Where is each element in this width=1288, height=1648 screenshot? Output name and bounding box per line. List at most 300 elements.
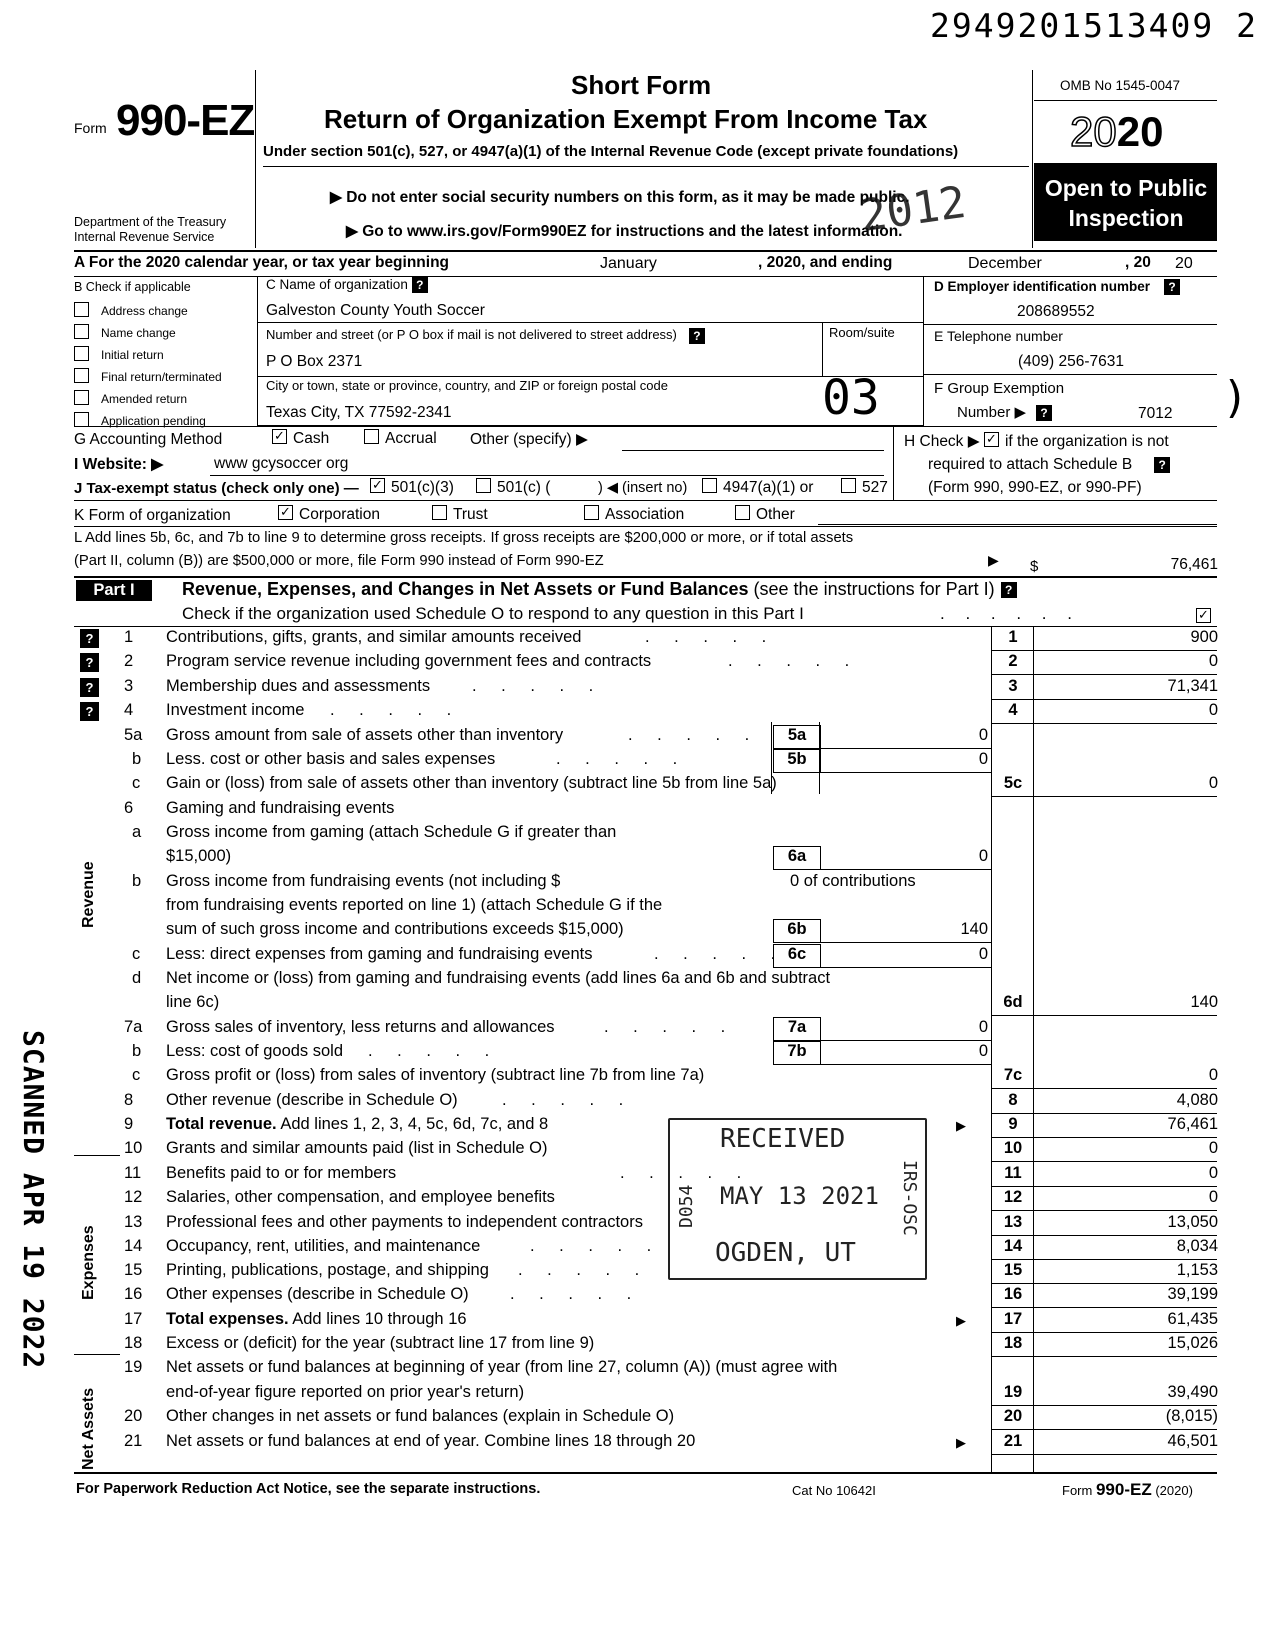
inner-line-value[interactable]: 0: [978, 847, 988, 865]
street-label-text: Number and street (or P O box if mail is not delivered to street address): [266, 327, 677, 342]
ein-value[interactable]: 208689552: [1017, 303, 1095, 320]
trust-label: Trust: [453, 506, 488, 523]
line-number: 16: [124, 1285, 143, 1303]
help-icon[interactable]: ?: [1036, 405, 1052, 421]
form-line: [0, 1358, 1288, 1382]
line-h-label-2: required to attach Schedule B: [928, 456, 1133, 473]
other-org-checkbox[interactable]: [735, 505, 750, 520]
amount-rule: [991, 650, 1217, 651]
inner-line-box: 5a: [773, 725, 821, 749]
form-line: [0, 1432, 1288, 1456]
line-number: 20: [124, 1407, 143, 1425]
form-line: [0, 799, 1288, 823]
line-number: 2: [124, 652, 134, 670]
inner-line-box: 6b: [773, 919, 821, 943]
city-label: City or town, state or province, country, and ZIP or foreign postal code: [266, 378, 668, 393]
opt-527[interactable]: [841, 479, 888, 497]
form-line: [0, 774, 1288, 798]
form-line: [0, 1237, 1288, 1261]
stamp-received: RECEIVED: [720, 1124, 846, 1154]
inner-line-value[interactable]: 0: [978, 1042, 988, 1060]
line-label: Printing, publications, postage, and shipping: [166, 1261, 489, 1279]
schedule-o-checkbox[interactable]: ✓: [1196, 608, 1211, 623]
line-amount[interactable]: 13,050: [1167, 1213, 1218, 1231]
amount-rule: [991, 1356, 1217, 1357]
group-exemption-number-label: [957, 403, 1052, 421]
section-b-item[interactable]: [74, 326, 176, 341]
other-method-label: Other (specify) ▶: [470, 431, 588, 448]
opt-trust[interactable]: [432, 506, 488, 524]
line-amount[interactable]: 39,490: [1167, 1383, 1218, 1401]
inner-value-rule: [819, 869, 991, 870]
amount-rule: [991, 1332, 1217, 1333]
other-method-line: [622, 450, 884, 451]
527-checkbox[interactable]: [841, 478, 856, 493]
side-label-net-assets: Net Assets: [80, 1387, 97, 1470]
form-line: [0, 1383, 1288, 1407]
subtitle-rule: [263, 166, 1029, 167]
dept-treasury: Department of the Treasury: [74, 215, 227, 229]
scanned-stamp: SCANNED APR 19 2022: [17, 1030, 50, 1370]
omb-rule: [1034, 100, 1217, 101]
section-b-item[interactable]: [74, 392, 187, 407]
line-label: Gross profit or (loss) from sales of inventory (subtract line 7b from line 7a): [166, 1066, 705, 1084]
line-label: Other changes in net assets or fund balances (explain in Schedule O): [166, 1407, 675, 1425]
line-amount[interactable]: 1,153: [1176, 1261, 1218, 1279]
line-l-value[interactable]: 76,461: [1170, 556, 1218, 573]
line-label: Membership dues and assessments: [166, 677, 431, 695]
line-number: 1: [124, 628, 134, 646]
line-amount[interactable]: 71,341: [1167, 677, 1218, 695]
corporation-checkbox[interactable]: ✓: [278, 505, 293, 520]
line-box-number: 1: [1008, 628, 1018, 646]
line-label: Net assets or fund balances at beginning of year (from line 27, column (A)) (must agree with: [166, 1358, 838, 1376]
amount-rule: [991, 1186, 1217, 1187]
amount-rule: [991, 1088, 1217, 1089]
line-label: Salaries, other compensation, and employee benefits: [166, 1188, 555, 1206]
501c3-label: 501(c)(3): [391, 479, 454, 496]
opt-501c3[interactable]: [370, 479, 454, 497]
irs-label: Internal Revenue Service: [74, 230, 215, 244]
form-line: [0, 896, 1288, 920]
line-box-number: 2: [1008, 652, 1018, 670]
line-label: Professional fees and other payments to independent contractors: [166, 1213, 643, 1231]
omb-number: OMB No 1545-0047: [1060, 78, 1181, 93]
help-icon[interactable]: ?: [1154, 457, 1170, 473]
form-line: [0, 1310, 1288, 1334]
form-line: [0, 1042, 1288, 1066]
form-line: [0, 1188, 1288, 1212]
leader-dots: . . . . .: [728, 652, 860, 670]
line-number: a: [132, 823, 142, 841]
line-box-number: 19: [1003, 1383, 1023, 1401]
line-number: 10: [124, 1139, 143, 1157]
part1-title: [182, 579, 1017, 600]
part1-tag: Part I: [76, 580, 152, 601]
group-exemption-number[interactable]: 7012: [1138, 405, 1173, 422]
section-b-label: Application pending: [101, 414, 206, 428]
rule-name: [257, 322, 923, 323]
line-number: b: [132, 750, 142, 768]
rule-above-l: [74, 526, 1217, 527]
line-a-end-month: December: [968, 255, 1042, 272]
line-h-2: [928, 456, 1170, 474]
help-icon[interactable]: ?: [689, 328, 705, 344]
line-label: Gross income from gaming (attach Schedule G if greater than: [166, 823, 617, 841]
section-def-left: [923, 276, 924, 426]
form-line: [0, 1334, 1288, 1358]
rule-ein: [923, 324, 1217, 325]
help-icon[interactable]: ?: [80, 678, 99, 697]
form-line: [0, 1261, 1288, 1285]
line-amount[interactable]: 0: [1208, 1066, 1218, 1084]
line-amount[interactable]: 76,461: [1167, 1115, 1218, 1133]
line-number: 18: [124, 1334, 143, 1352]
form-line: [0, 1285, 1288, 1309]
form-line: [0, 847, 1288, 871]
line-amount[interactable]: 61,435: [1167, 1310, 1218, 1328]
leader-dots: . . . . .: [556, 750, 688, 768]
form-line: [0, 823, 1288, 847]
section-b-item[interactable]: [74, 348, 164, 363]
stamp-right-code: IRS-OSC: [899, 1160, 920, 1236]
form-line: [0, 701, 1288, 725]
schedule-b-checkbox[interactable]: ✓: [984, 432, 999, 447]
total-arrow: ▶: [956, 1313, 966, 1328]
line-amount[interactable]: 0: [1208, 1164, 1218, 1182]
line-box-number: 8: [1008, 1091, 1018, 1109]
line-label: Gain or (loss) from sale of assets other than inventory (subtract line 5b from line 5a): [166, 774, 777, 792]
opt-association[interactable]: [584, 506, 684, 524]
help-icon[interactable]: ?: [80, 629, 99, 648]
leader-dots: . . . . .: [472, 677, 604, 695]
form-line: [0, 872, 1288, 896]
leader-dots: . . . . .: [518, 1261, 650, 1279]
line-number: 7a: [124, 1018, 143, 1036]
line-box-number: 12: [1003, 1188, 1023, 1206]
line-box-number: 10: [1003, 1139, 1023, 1157]
amount-rule: [991, 1307, 1217, 1308]
line-label: Occupancy, rent, utilities, and maintenance: [166, 1237, 481, 1255]
header-divider-left: [255, 70, 256, 248]
header-divider-right: [1032, 70, 1033, 248]
line-a-middle: , 2020, and ending: [758, 254, 893, 271]
line-box-number: 4: [1008, 701, 1018, 719]
line-number: c: [132, 1066, 141, 1084]
tax-year-prefix: 20: [1070, 108, 1117, 155]
section-b-checkbox[interactable]: [74, 390, 89, 405]
leader-dots: . . . . .: [654, 945, 786, 963]
section-b-label: Final return/terminated: [101, 370, 222, 384]
line-number: 11: [124, 1164, 142, 1182]
footer-form: [1062, 1480, 1193, 1500]
amount-rule: [991, 1137, 1217, 1138]
line-amount[interactable]: 15,026: [1167, 1334, 1218, 1352]
line-amount[interactable]: 39,199: [1167, 1285, 1218, 1303]
line-l-text-1: L Add lines 5b, 6c, and 7b to line 9 to determine gross receipts. If gross receipts are $200,000 or more, or if total assets: [74, 530, 854, 546]
association-label: Association: [605, 506, 685, 523]
total-arrow: ▶: [956, 1118, 966, 1133]
help-icon[interactable]: ?: [1164, 279, 1180, 295]
stamp-left-code: D054: [676, 1184, 697, 1228]
line-amount[interactable]: (8,015): [1165, 1407, 1218, 1425]
org-name-label: [266, 277, 428, 293]
line-h-label: H Check ▶: [904, 433, 980, 450]
help-icon[interactable]: ?: [412, 277, 428, 293]
line-box-number: 3: [1008, 677, 1018, 695]
amount-rule: [991, 1283, 1217, 1284]
inner-line-box: 5b: [773, 749, 821, 773]
line-number: 4: [124, 701, 134, 719]
form-word: Form: [74, 120, 107, 136]
line-number: 15: [124, 1261, 143, 1279]
help-icon[interactable]: ?: [80, 702, 99, 721]
inner-value-rule: [819, 772, 991, 773]
section-b-label: Initial return: [101, 348, 164, 362]
association-checkbox[interactable]: [584, 505, 599, 520]
527-label: 527: [862, 479, 888, 496]
line-amount[interactable]: 0: [1208, 701, 1218, 719]
org-name[interactable]: Galveston County Youth Soccer: [266, 302, 485, 319]
4947-checkbox[interactable]: [702, 478, 717, 493]
accrual-label: Accrual: [385, 430, 437, 447]
leader-dots: . . . . .: [645, 628, 777, 646]
inner-line-value[interactable]: 0: [978, 1018, 988, 1036]
section-c-left: [257, 276, 258, 426]
line-label: Less. cost or other basis and sales expenses: [166, 750, 496, 768]
form-line: [0, 750, 1288, 774]
part1-title-suffix: (see the instructions for Part I): [753, 579, 995, 599]
tax-year-suffix: 20: [1116, 108, 1164, 155]
section-b-checkbox[interactable]: [74, 346, 89, 361]
line-number: b: [132, 872, 142, 890]
line-amount[interactable]: 0: [1208, 774, 1218, 792]
opt-501c[interactable]: [476, 479, 550, 497]
form-of-org-label: K Form of organization: [74, 507, 231, 524]
amount-rule: [991, 1113, 1217, 1114]
group-exemption-number-label-text: Number ▶: [957, 404, 1027, 421]
section-b-label: Name change: [101, 326, 176, 340]
cash-checkbox[interactable]: ✓: [272, 429, 287, 444]
footer-form-number: 990-EZ: [1095, 1480, 1152, 1499]
phone-value[interactable]: (409) 256-7631: [1018, 353, 1124, 370]
501c3-checkbox[interactable]: ✓: [370, 478, 385, 493]
line-h-3: (Form 990, 990-EZ, or 990-PF): [928, 479, 1142, 496]
opt-other[interactable]: [735, 506, 795, 524]
rule-above-k: [74, 500, 1217, 501]
cash-label: Cash: [293, 430, 330, 447]
section-b-item[interactable]: [74, 304, 188, 319]
line-amount[interactable]: 0: [1208, 1188, 1218, 1206]
instructions-notice: ▶ Go to www.irs.gov/Form990EZ for instructions and the latest information.: [346, 223, 903, 240]
cat-number: Cat No 10642I: [792, 1483, 876, 1498]
rule-phone: [923, 374, 1217, 375]
handwritten-year: 2012: [856, 176, 970, 243]
city-state-zip[interactable]: Texas City, TX 77592-2341: [266, 404, 452, 421]
form-line: [0, 1213, 1288, 1237]
line-label: sum of such gross income and contributions exceeds $15,000): [166, 920, 624, 938]
help-icon[interactable]: ?: [80, 653, 99, 672]
line-label: end-of-year figure reported on prior year's return): [166, 1383, 525, 1401]
other-org-label: Other: [756, 506, 795, 523]
amount-rule: [991, 1259, 1217, 1260]
line-label: Gross amount from sale of assets other than inventory: [166, 726, 564, 744]
line-label: Excess or (deficit) for the year (subtract line 17 from line 9): [166, 1334, 595, 1352]
inner-value-rule: [819, 1040, 991, 1041]
trust-checkbox[interactable]: [432, 505, 447, 520]
amount-rule: [991, 1161, 1217, 1162]
inner-line-box: 6a: [773, 846, 821, 870]
form-line: [0, 1407, 1288, 1431]
amount-rule: [991, 1210, 1217, 1211]
short-form-label: Short Form: [571, 70, 712, 100]
amount-rule: [991, 674, 1217, 675]
line-number: 17: [124, 1310, 143, 1328]
cash-option[interactable]: [272, 430, 329, 448]
section-b-item[interactable]: [74, 370, 222, 385]
form-subtitle: Under section 501(c), 527, or 4947(a)(1) of the Internal Revenue Code (except private foundations): [263, 143, 959, 160]
rule-above-a: [74, 250, 1217, 252]
total-arrow: ▶: [956, 1435, 966, 1450]
line-number: 13: [124, 1213, 143, 1231]
street-label: [266, 327, 705, 344]
section-b-checkbox[interactable]: [74, 368, 89, 383]
received-stamp: [668, 1118, 927, 1280]
line-amount[interactable]: 8,034: [1176, 1237, 1218, 1255]
leader-dots: . . . . .: [620, 1164, 752, 1182]
line-amount[interactable]: 46,501: [1167, 1432, 1218, 1450]
help-icon[interactable]: ?: [1001, 582, 1017, 598]
stamp-date: MAY 13 2021: [720, 1182, 879, 1210]
stamp-city: OGDEN, UT: [715, 1238, 856, 1268]
form-line: [0, 1091, 1288, 1115]
tax-exempt-label: J Tax-exempt status (check only one) —: [74, 480, 359, 497]
line-a-end-year-prefix: , 20: [1125, 254, 1151, 271]
rule-above-footer: [74, 1472, 1217, 1474]
4947-label: 4947(a)(1) or: [723, 479, 814, 496]
line-number: 8: [124, 1091, 134, 1109]
form-line: [0, 628, 1288, 652]
other-org-line: [818, 524, 1217, 525]
line-label: Other revenue (describe in Schedule O): [166, 1091, 458, 1109]
leader-dots: . . . . .: [502, 1091, 634, 1109]
section-b-checkbox[interactable]: [74, 302, 89, 317]
form-line: [0, 993, 1288, 1017]
inner-line-value[interactable]: 0: [978, 750, 988, 768]
form-line: [0, 1139, 1288, 1163]
amount-rule: [991, 796, 1217, 797]
schedule-o-check-text: Check if the organization used Schedule O to respond to any question in this Part I: [182, 604, 804, 623]
leader-dots: . . . . .: [510, 1285, 642, 1303]
line-amount[interactable]: 900: [1190, 628, 1218, 646]
handwritten-bracket: ): [1222, 372, 1249, 423]
corporation-label: Corporation: [299, 506, 380, 523]
line-label: Net income or (loss) from gaming and fundraising events (add lines 6a and 6b and subtract: [166, 969, 831, 987]
inner-value-rule: [819, 942, 991, 943]
line-box-number: 16: [1003, 1285, 1023, 1303]
line-amount[interactable]: 0: [1208, 1139, 1218, 1157]
line-amount[interactable]: 140: [1190, 993, 1218, 1011]
phone-label: E Telephone number: [934, 328, 1063, 344]
line-box-number: 17: [1003, 1310, 1023, 1328]
line-number: 21: [124, 1432, 143, 1450]
line-number: 9: [124, 1115, 134, 1133]
line-label: Net assets or fund balances at end of year. Combine lines 18 through 20: [166, 1432, 696, 1450]
line-a-label: A For the 2020 calendar year, or tax year beginning: [74, 254, 450, 271]
form-line: [0, 920, 1288, 944]
opt-4947[interactable]: [702, 479, 813, 497]
line-label: Other expenses (describe in Schedule O): [166, 1285, 469, 1303]
street-address[interactable]: P O Box 2371: [266, 353, 363, 370]
line-h-1: [904, 432, 1169, 451]
inner-line-value[interactable]: 140: [960, 920, 988, 938]
section-b-checkbox[interactable]: [74, 324, 89, 339]
part1-title-text: Revenue, Expenses, and Changes in Net Assets or Fund Balances: [182, 579, 749, 599]
website-label: I Website: ▶: [74, 456, 164, 473]
line-l-arrow: ▶: [988, 552, 999, 568]
accrual-checkbox[interactable]: [364, 429, 379, 444]
document-locator-number: 2949201513409 2: [930, 6, 1259, 45]
line-number: 3: [124, 677, 134, 695]
inner-line-value[interactable]: 0: [978, 945, 988, 963]
form-line: [0, 1018, 1288, 1042]
inner-value-rule: [819, 967, 991, 968]
line-amount[interactable]: 4,080: [1176, 1091, 1218, 1109]
line-label: Gaming and fundraising events: [166, 799, 395, 817]
line-label: Contributions, gifts, grants, and similar amounts received: [166, 628, 582, 646]
line-box-number: 7c: [1003, 1066, 1023, 1084]
form-line: [0, 969, 1288, 993]
inner-line-value[interactable]: 0: [978, 726, 988, 744]
line-amount[interactable]: 0: [1208, 652, 1218, 670]
line-box-number: 21: [1003, 1432, 1023, 1450]
line-number: d: [132, 969, 142, 987]
paperwork-notice: For Paperwork Reduction Act Notice, see the separate instructions.: [76, 1481, 541, 1497]
form-line: [0, 652, 1288, 676]
website-line: [210, 475, 884, 476]
501c-checkbox[interactable]: [476, 478, 491, 493]
line-label: Total revenue. Add lines 1, 2, 3, 4, 5c, 6d, 7c, and 8: [166, 1115, 549, 1133]
schedule-o-dots: . . . . . .: [940, 604, 1080, 623]
accounting-method-label: G Accounting Method: [74, 431, 223, 448]
leader-dots: . . . . .: [628, 726, 760, 744]
501c-label: 501(c) (: [497, 479, 551, 496]
line-number: 5a: [124, 726, 143, 744]
rule-below-part1-check: [74, 626, 1217, 627]
inner-value-rule: [819, 1064, 991, 1065]
line-label: Benefits paid to or for members: [166, 1164, 397, 1182]
ssn-notice: ▶ Do not enter social security numbers on this form, as it may be made public.: [330, 189, 910, 206]
side-label-revenue: Revenue: [80, 861, 97, 928]
section-b-label: B Check if applicable: [74, 280, 191, 294]
open-to-public-text: Open to Public Inspection: [1044, 175, 1208, 231]
amount-rule: [991, 1235, 1217, 1236]
line-label: Investment income: [166, 701, 305, 719]
accrual-option[interactable]: [364, 430, 437, 448]
form-line: [0, 1164, 1288, 1188]
line-number: b: [132, 1042, 142, 1060]
line-extra: 0 of contributions: [790, 872, 916, 890]
section-b-item[interactable]: [74, 414, 206, 429]
group-exemption-label: F Group Exemption: [934, 380, 1065, 397]
opt-corporation[interactable]: [278, 506, 380, 524]
line-number: c: [132, 774, 141, 792]
website-value[interactable]: www gcysoccer org: [214, 455, 349, 472]
leader-dots: . . . . .: [604, 1018, 736, 1036]
footer-form-word: Form: [1062, 1483, 1093, 1498]
line-number: 19: [124, 1358, 143, 1376]
amount-rule: [991, 1405, 1217, 1406]
